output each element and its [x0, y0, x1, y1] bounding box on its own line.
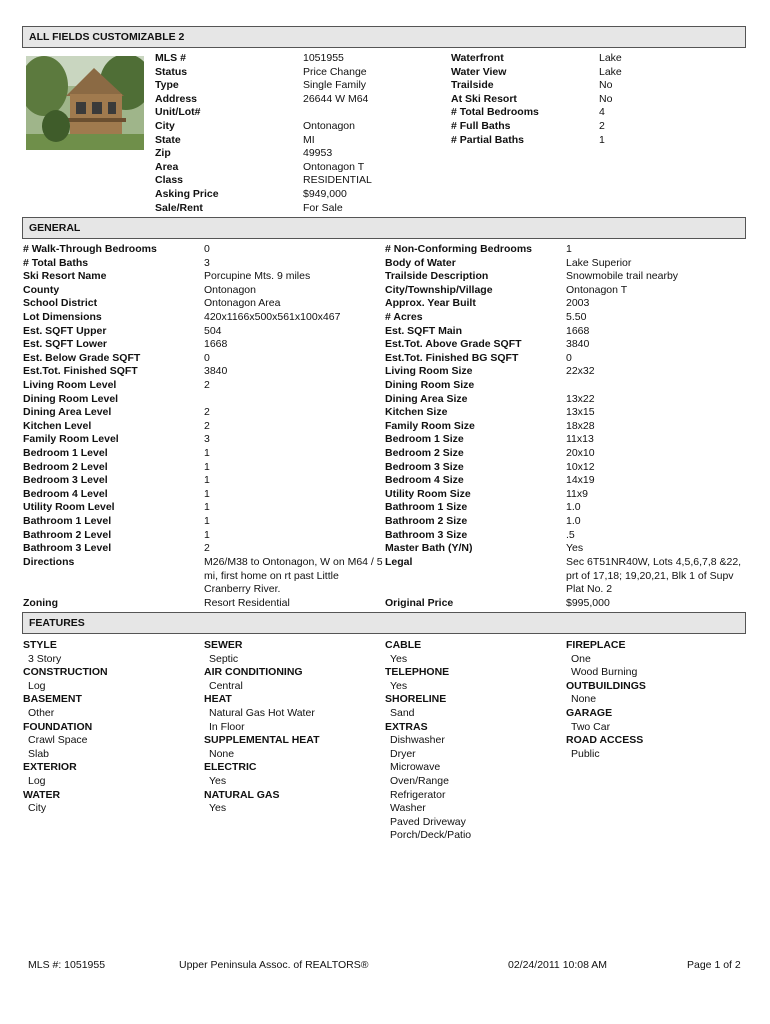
feature-item: Yes: [390, 652, 408, 665]
feature-item: None: [571, 693, 597, 706]
general-label: Utility Room Size: [385, 487, 471, 500]
general-value: 2003: [566, 297, 590, 310]
general-value: 22x32: [566, 365, 595, 378]
general-value: Porcupine Mts. 9 miles: [204, 270, 311, 283]
general-label: Bedroom 4 Level: [23, 487, 108, 500]
general-label: Body of Water: [385, 256, 456, 269]
general-value: 2: [204, 542, 210, 555]
general-value: 11x13: [566, 433, 594, 446]
feature-heading: EXTRAS: [385, 720, 428, 733]
general-value: 1: [204, 528, 210, 541]
general-section-title: GENERAL: [29, 222, 81, 234]
summary-label: At Ski Resort: [451, 92, 517, 105]
general-label: Bedroom 2 Size: [385, 447, 464, 459]
general-label: Family Room Size: [385, 419, 475, 432]
feature-item: Log: [28, 679, 46, 692]
summary-value: For Sale: [303, 201, 343, 214]
feature-heading: ROAD ACCESS: [566, 734, 644, 747]
general-label: Living Room Size: [385, 365, 473, 378]
general-label: Bathroom 3 Size: [385, 528, 468, 541]
general-label: Bathroom 2 Level: [23, 528, 112, 541]
general-value: 20x10: [566, 447, 595, 459]
general-label: Bathroom 1 Level: [23, 515, 112, 527]
feature-heading: AIR CONDITIONING: [204, 666, 303, 679]
general-label: Bathroom 3 Level: [23, 542, 112, 555]
summary-value: Single Family: [303, 79, 367, 92]
general-label: Bedroom 1 Level: [23, 447, 108, 459]
general-value: 1.0: [566, 515, 581, 527]
general-value: 2: [204, 419, 210, 432]
general-value: 13x15: [566, 406, 595, 419]
feature-item: City: [28, 802, 47, 815]
summary-value: No: [599, 79, 613, 92]
general-value: .5: [566, 528, 575, 541]
summary-label: Class: [155, 174, 184, 187]
summary-value: MI: [303, 133, 315, 146]
feature-heading: SEWER: [204, 639, 243, 651]
summary-value: Lake: [599, 52, 622, 64]
features-section-bar: [22, 612, 746, 634]
general-label: School District: [23, 297, 98, 310]
general-label: City/Township/Village: [385, 283, 493, 296]
feature-heading: FIREPLACE: [566, 639, 626, 651]
zoning-label: Zoning: [23, 597, 58, 609]
features-section-title: FEATURES: [29, 617, 85, 629]
legal-line-3: Plat No. 2: [566, 583, 613, 596]
footer-timestamp: 02/24/2011 10:08 AM: [508, 959, 608, 971]
feature-item: Central: [209, 679, 243, 692]
general-value: Ontonagon: [204, 283, 256, 296]
general-value: 3: [204, 433, 210, 446]
feature-item: Yes: [390, 679, 408, 692]
general-value: Ontonagon Area: [204, 297, 281, 310]
feature-item: Natural Gas Hot Water: [209, 707, 315, 719]
general-label: Bedroom 3 Size: [385, 460, 464, 473]
general-label: Est. Below Grade SQFT: [23, 351, 141, 364]
feature-item: Dryer: [390, 747, 416, 760]
zoning-value: Resort Residential: [204, 597, 290, 609]
general-label: Est. SQFT Main: [385, 324, 463, 337]
general-value: 1: [204, 515, 210, 527]
general-value: Ontonagon T: [566, 283, 628, 296]
general-value: 1668: [204, 338, 228, 351]
summary-value: 49953: [303, 147, 333, 160]
feature-item: Public: [571, 747, 600, 760]
summary-value: 2: [599, 120, 605, 132]
feature-heading: STYLE: [23, 639, 57, 651]
general-value: 13x22: [566, 392, 595, 405]
general-value: 1668: [566, 324, 590, 337]
general-value: Lake Superior: [566, 256, 632, 269]
feature-item: Septic: [209, 652, 239, 665]
summary-label: Status: [155, 65, 188, 78]
feature-item: Oven/Range: [390, 775, 449, 787]
general-label: Kitchen Size: [385, 406, 448, 419]
summary-label: MLS #: [155, 52, 186, 64]
summary-value: Ontonagon: [303, 120, 355, 132]
feature-heading: OUTBUILDINGS: [566, 679, 646, 692]
general-label: Trailside Description: [385, 270, 489, 283]
general-label: Kitchen Level: [23, 419, 92, 432]
general-value: 14x19: [566, 474, 595, 487]
feature-heading: CABLE: [385, 639, 422, 651]
general-label: Est.Tot. Finished BG SQFT: [385, 351, 519, 364]
general-label: Bedroom 1 Size: [385, 433, 464, 446]
summary-value: 1: [599, 133, 605, 146]
summary-label: State: [155, 133, 181, 146]
summary-value: 1051955: [303, 52, 344, 64]
summary-value: No: [599, 92, 613, 105]
footer-page-number: Page 1 of 2: [687, 959, 741, 971]
feature-item: Other: [28, 707, 55, 719]
general-value: 420x1166x500x561x100x467: [204, 311, 341, 323]
feature-item: Yes: [209, 802, 227, 815]
summary-label: Water View: [451, 65, 507, 78]
summary-label: Type: [155, 79, 179, 92]
summary-label: # Full Baths: [451, 120, 511, 132]
property-photo: [26, 56, 144, 150]
general-value: 11x9: [566, 487, 588, 500]
summary-value: Ontonagon T: [303, 160, 365, 173]
general-value: 0: [204, 243, 210, 255]
legal-line-2: prt of 17,18; 19,20,21, Blk 1 of Supv: [566, 569, 734, 582]
feature-item: Microwave: [390, 761, 441, 774]
general-value: Yes: [566, 542, 584, 555]
summary-label: Waterfront: [451, 52, 504, 64]
footer-mls: MLS #: 1051955: [28, 959, 106, 971]
feature-heading: SHORELINE: [385, 693, 447, 706]
feature-item: Slab: [28, 747, 50, 760]
summary-label: Zip: [155, 147, 171, 160]
feature-item: Paved Driveway: [390, 815, 466, 828]
general-value: 5.50: [566, 311, 587, 323]
general-label: Dining Area Level: [23, 406, 112, 419]
general-label: Bathroom 2 Size: [385, 515, 468, 527]
feature-item: Crawl Space: [28, 734, 88, 747]
feature-item: Washer: [390, 802, 426, 815]
general-value: 1: [566, 243, 572, 255]
general-section-bar: [22, 217, 746, 239]
feature-item: Log: [28, 775, 46, 787]
original-price-label: Original Price: [385, 597, 454, 609]
general-label: Utility Room Level: [23, 501, 115, 514]
summary-label: Unit/Lot#: [155, 106, 201, 119]
general-value: Snowmobile trail nearby: [566, 270, 679, 283]
general-label: Bedroom 2 Level: [23, 460, 108, 473]
feature-item: Sand: [390, 707, 415, 719]
general-label: Bathroom 1 Size: [385, 501, 468, 514]
summary-label: Sale/Rent: [155, 201, 203, 214]
summary-label: Address: [155, 92, 198, 105]
feature-heading: CONSTRUCTION: [23, 666, 108, 679]
general-label: Dining Room Level: [23, 392, 119, 405]
legal-label: Legal: [385, 556, 413, 568]
feature-item: Two Car: [571, 720, 611, 733]
feature-item: Porch/Deck/Patio: [390, 829, 472, 842]
feature-heading: ELECTRIC: [204, 761, 257, 774]
feature-heading: GARAGE: [566, 707, 613, 719]
feature-heading: HEAT: [204, 693, 232, 706]
summary-label: Trailside: [451, 79, 494, 92]
general-label: Est.Tot. Above Grade SQFT: [385, 338, 522, 351]
general-label: Est. SQFT Lower: [23, 338, 108, 351]
summary-value: RESIDENTIAL: [303, 174, 372, 187]
feature-heading: WATER: [23, 788, 61, 801]
feature-item: Refrigerator: [390, 788, 446, 801]
directions-line-3: Cranberry River.: [204, 583, 281, 596]
general-label: Bedroom 3 Level: [23, 474, 108, 487]
general-label: # Walk-Through Bedrooms: [23, 243, 157, 255]
general-label: # Acres: [385, 311, 423, 323]
feature-item: In Floor: [209, 720, 245, 733]
summary-value: Lake: [599, 65, 622, 78]
general-label: Dining Room Size: [385, 379, 475, 391]
feature-item: None: [209, 747, 235, 760]
general-label: County: [23, 283, 60, 296]
feature-heading: EXTERIOR: [23, 761, 77, 774]
legal-line-1: Sec 6T51NR40W, Lots 4,5,6,7,8 &22,: [566, 556, 742, 568]
general-label: Bedroom 4 Size: [385, 474, 464, 487]
general-label: Est.Tot. Finished SQFT: [23, 365, 138, 378]
general-value: 18x28: [566, 419, 595, 432]
general-value: 2: [204, 379, 210, 391]
general-value: 1: [204, 474, 210, 487]
page-title: ALL FIELDS CUSTOMIZABLE 2: [29, 31, 185, 43]
directions-line-1: M26/M38 to Ontonagon, W on M64 / 5: [204, 556, 383, 568]
general-label: # Non-Conforming Bedrooms: [385, 243, 532, 255]
feature-item: One: [571, 652, 591, 665]
feature-heading: NATURAL GAS: [204, 788, 280, 801]
summary-label: Asking Price: [155, 188, 219, 200]
general-value: 3840: [204, 365, 228, 378]
general-label: Lot Dimensions: [23, 311, 102, 323]
summary-label: Area: [155, 160, 179, 173]
general-value: 10x12: [566, 460, 595, 473]
general-value: 1: [204, 460, 210, 473]
general-value: 1: [204, 487, 210, 500]
directions-label: Directions: [23, 556, 75, 568]
summary-label: # Total Bedrooms: [451, 106, 539, 119]
footer-organization: Upper Peninsula Assoc. of REALTORS®: [179, 959, 369, 971]
feature-heading: BASEMENT: [23, 693, 82, 706]
original-price-value: $995,000: [566, 597, 610, 609]
general-value: 2: [204, 406, 210, 419]
summary-value: 4: [599, 106, 605, 119]
summary-value: $949,000: [303, 188, 347, 200]
general-value: 0: [204, 351, 210, 364]
summary-value: 26644 W M64: [303, 92, 369, 105]
directions-line-2: mi, first home on rt past Little: [204, 569, 339, 582]
general-value: 504: [204, 324, 222, 337]
general-label: Master Bath (Y/N): [385, 542, 473, 555]
general-value: 1: [204, 447, 210, 459]
feature-item: 3 Story: [28, 652, 62, 665]
general-label: # Total Baths: [23, 256, 89, 269]
feature-item: Wood Burning: [571, 666, 638, 679]
general-value: 3: [204, 256, 210, 269]
general-label: Approx. Year Built: [385, 297, 476, 310]
general-label: Dining Area Size: [385, 392, 468, 405]
feature-item: Yes: [209, 775, 227, 787]
feature-heading: SUPPLEMENTAL HEAT: [204, 734, 320, 747]
general-value: 1.0: [566, 501, 581, 514]
summary-value: Price Change: [303, 65, 367, 78]
summary-label: # Partial Baths: [451, 133, 524, 146]
general-label: Living Room Level: [23, 379, 117, 391]
feature-item: Dishwasher: [390, 734, 445, 747]
general-value: 1: [204, 501, 210, 514]
general-label: Est. SQFT Upper: [23, 324, 107, 337]
feature-heading: TELEPHONE: [385, 666, 450, 679]
general-value: 3840: [566, 338, 590, 351]
general-value: 0: [566, 351, 572, 364]
header-bar: [22, 26, 746, 48]
feature-heading: FOUNDATION: [23, 720, 93, 733]
general-label: Ski Resort Name: [23, 270, 107, 283]
general-label: Family Room Level: [23, 433, 119, 446]
summary-label: City: [155, 120, 175, 132]
